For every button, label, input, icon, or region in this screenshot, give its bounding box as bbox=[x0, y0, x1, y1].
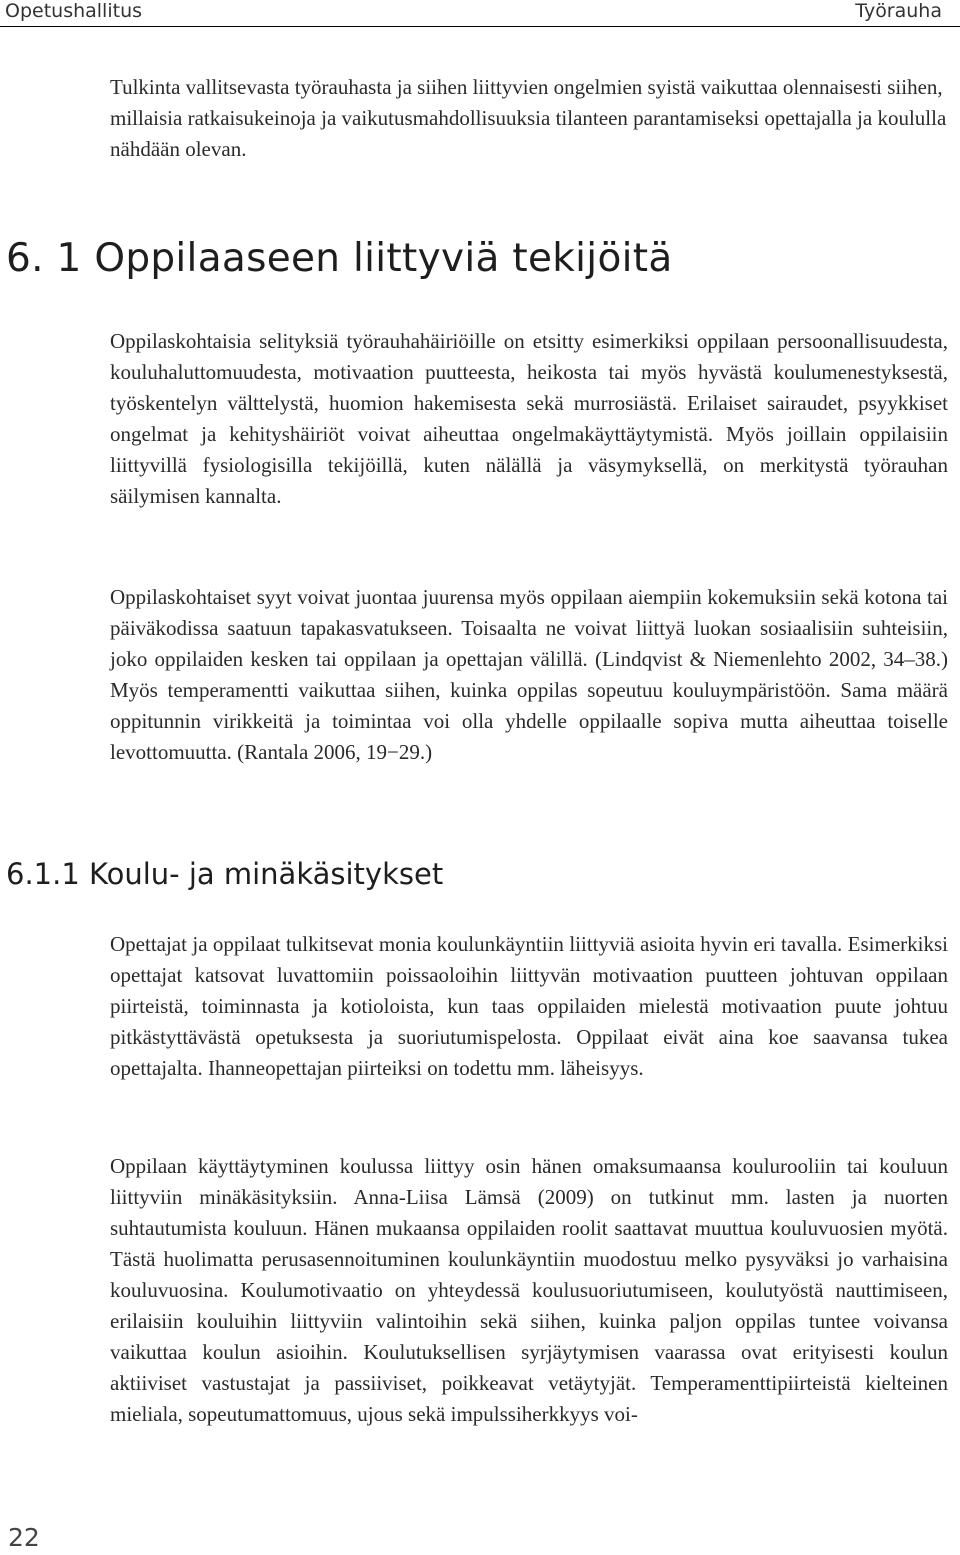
header-publisher: Opetushallitus bbox=[5, 0, 143, 22]
subsection-heading: 6.1.1 Koulu- ja minäkäsitykset bbox=[6, 857, 444, 891]
subsection-paragraph-1: Opettajat ja oppilaat tulkitsevat monia koulunkäyntiin liittyviä asioita hyvin eri tavalla. Esimerkiksi opettajat katsovat luvattomiin poissaoloihin liittyvän motivaation puutteen johtuvan oppilaan piirteistä, toiminnasta ja kotioloista, kun taas oppilaiden mielestä motivaation puute johtuu pitkästyttävästä opetuksesta ja suoriutumispelosta. Oppilaat eivät aina koe saavansa tukea opettajalta. Ihanneopettajan piirteiksi on todettu mm. läheisyys. bbox=[110, 932, 948, 1080]
intro-paragraph: Tulkinta vallitsevasta työrauhasta ja siihen liittyvien ongelmien syistä vaikuttaa olennaisesti siihen, millaisia ratkaisukeinoja ja vaikutusmahdollisuuksia tilanteen parantamiseksi opettajalla ja koululla nähdään olevan. bbox=[110, 75, 947, 161]
header-title: Työrauha bbox=[855, 0, 942, 22]
header-rule bbox=[0, 26, 960, 27]
section-heading: 6. 1 Oppilaaseen liittyviä tekijöitä bbox=[6, 236, 673, 281]
page-number: 22 bbox=[8, 1523, 40, 1552]
section-paragraph-1: Oppilaskohtaisia selityksiä työrauhahäiriöille on etsitty esimerkiksi oppilaan persoonallisuudesta, kouluhaluttomuudesta, motivaation puutteesta, heikosta tai myös hyvästä koulumenestyksestä, työskentelyn välttelystä, huomion hakemisesta sekä murrosiästä. Erilaiset sairaudet, psyykkiset ongelmat ja kehityshäiriöt voivat aiheuttaa ongelmakäyttäytymistä. Myös joillain oppilaisiin liittyvillä fysiologisilla tekijöillä, kuten nälällä ja väsymyksellä, on merkitystä työrauhan säilymisen kannalta. bbox=[110, 329, 948, 508]
page-header bbox=[0, 0, 960, 27]
subsection-paragraph-2: Oppilaan käyttäytyminen koulussa liittyy osin hänen omaksumaansa koulurooliin tai kouluun liittyviin minäkäsityksiin. Anna-Liisa Lämsä (2009) on tutkinut mm. lasten ja nuorten suhtautumista kouluun. Hänen mukaansa oppilaiden roolit saattavat muuttua kouluvuosien myötä. Tästä huolimatta perusasennoituminen koulunkäyntiin muodostuu melko pysyväksi jo varhaisina kouluvuosina. Koulumotivaatio on yhteydessä koulusuoriutumiseen, koulutyöstä nauttimiseen, erilaisiin kouluihin liittyviin valintoihin sekä siihen, kuinka paljon oppilas tuntee voivansa vaikuttaa koulun asioihin. Koulutuksellisen syrjäytymisen vaarassa ovat erityisesti koulun aktiiviset vastustajat ja passiiviset, poikkeavat vetäytyjät. Temperamenttipiirteistä kielteinen mieliala, sopeutumattomuus, ujous sekä impulssiherkkyys voi- bbox=[110, 1154, 948, 1426]
section-paragraph-2: Oppilaskohtaiset syyt voivat juontaa juurensa myös oppilaan aiempiin kokemuksiin sekä kotona tai päiväkodissa saatuun tapakasvatukseen. Toisaalta ne voivat liittyä luokan sosiaalisiin suhteisiin, joko oppilaiden kesken tai oppilaan ja opettajan välillä. (Lindqvist & Niemenlehto 2002, 34–38.) Myös temperamentti vaikuttaa siihen, kuinka oppilas sopeutuu kouluympäristöön. Sama määrä oppitunnin virikkeitä ja toimintaa voi olla yhdelle oppilaalle sopiva mutta aiheuttaa toiselle levottomuutta. (Rantala 2006, 19−29.) bbox=[110, 585, 948, 764]
